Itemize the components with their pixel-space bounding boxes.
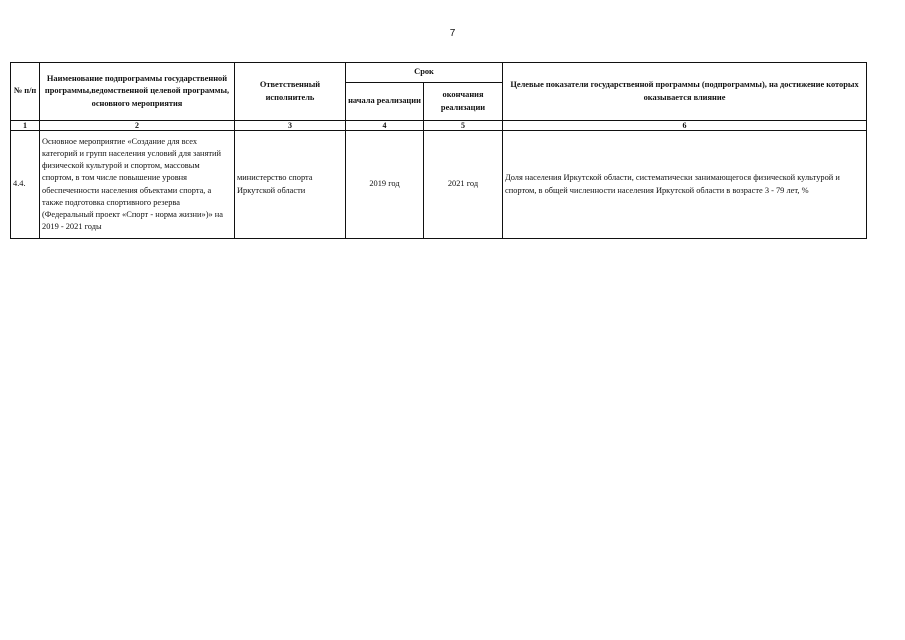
table-row (11, 131, 867, 239)
row-start-year: 2019 год (346, 131, 424, 239)
header-num: № п/п (11, 63, 40, 121)
column-index-cell: 1 (11, 121, 40, 131)
header-term: Срок (346, 63, 503, 83)
row-activity-name: Основное мероприятие «Создание для всех категорий и групп населения условий для занятий физической культурой и спортом, массовым спортом, в том числе повышение уровня обеспеченности населения объектами спорта, а также подготовка спортивного резерва (Федеральный проект «Спорт - норма жизни»)» на 2019 - 2021 годы (40, 131, 235, 239)
program-activities-table (10, 62, 867, 239)
header-name: Наименование подпрограммы государственной программы,ведомственной целевой программы, основного мероприятия (40, 63, 235, 121)
column-index-row (11, 121, 867, 131)
header-row-top (11, 63, 867, 83)
column-index-cell: 6 (503, 121, 867, 131)
row-num: 4.4. (11, 131, 40, 239)
column-index-cell: 4 (346, 121, 424, 131)
header-term-end: окончания реализации (424, 83, 503, 121)
header-executor: Ответственный исполнитель (235, 63, 346, 121)
row-executor: министерство спорта Иркутской области (235, 131, 346, 239)
header-term-start: начала реализации (346, 83, 424, 121)
header-indicators: Целевые показатели государственной программы (подпрограммы), на достижение которых оказывается влияние (503, 63, 867, 121)
row-end-year: 2021 год (424, 131, 503, 239)
column-index-cell: 5 (424, 121, 503, 131)
row-indicator: Доля населения Иркутской области, систематически занимающегося физической культурой и спортом, в общей численности населения Иркутской области в возрасте 3 - 79 лет, % (503, 131, 867, 239)
page-number: 7 (449, 28, 456, 39)
column-index-cell: 3 (235, 121, 346, 131)
column-index-cell: 2 (40, 121, 235, 131)
